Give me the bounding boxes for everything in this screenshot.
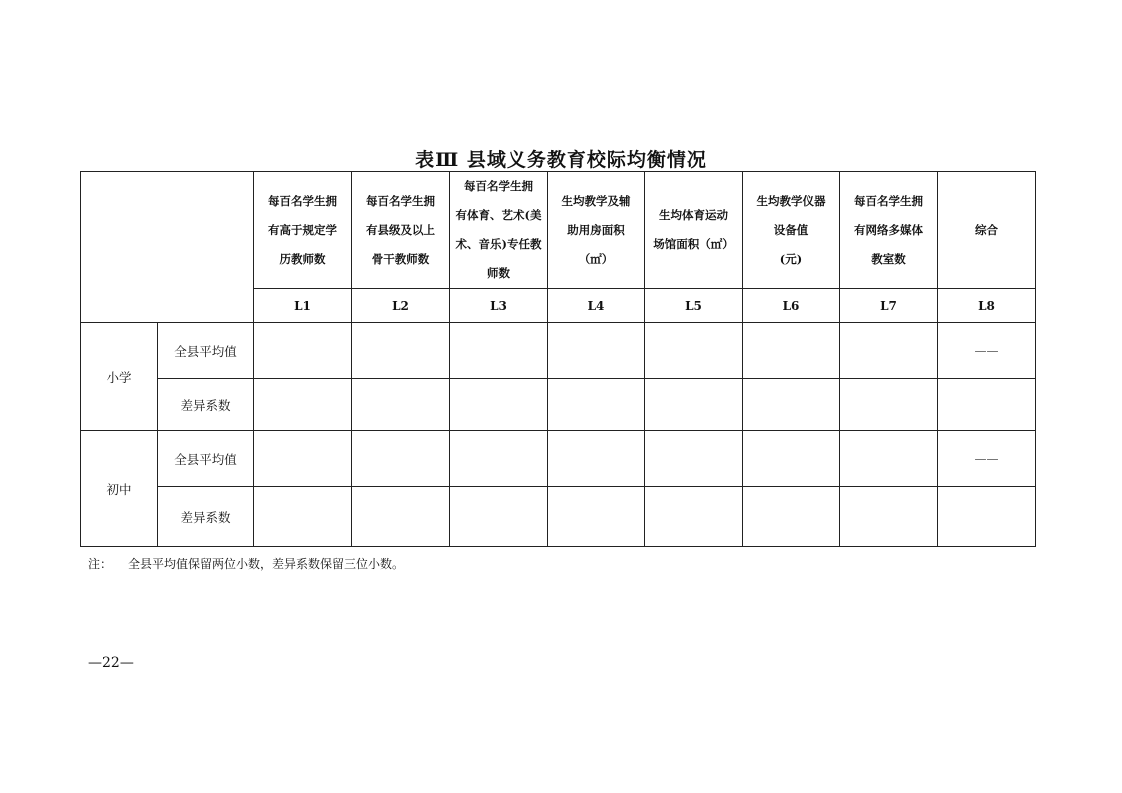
row-label: 差异系数 [158, 487, 254, 547]
header-l5: 生均体育运动 场馆面积（㎡） [645, 172, 743, 289]
composite-cell: —— [938, 431, 1036, 487]
data-cell [840, 323, 938, 379]
data-cell [743, 431, 840, 487]
header-l7: 每百名学生拥 有网络多媒体 教室数 [840, 172, 938, 289]
data-cell [645, 379, 743, 431]
code-l4: L4 [548, 289, 645, 323]
data-cell [840, 487, 938, 547]
data-cell [352, 379, 450, 431]
composite-cell [938, 379, 1036, 431]
table-row [81, 487, 1036, 547]
code-l1: L1 [254, 289, 352, 323]
data-cell [743, 323, 840, 379]
data-cell [450, 379, 548, 431]
data-cell [840, 379, 938, 431]
data-cell [254, 487, 352, 547]
composite-cell [938, 487, 1036, 547]
table-row [81, 379, 1036, 431]
data-cell [352, 431, 450, 487]
data-cell [645, 323, 743, 379]
data-cell [743, 379, 840, 431]
table-title: 表Ⅲ 县域义务教育校际均衡情况 [415, 149, 707, 171]
data-cell [352, 487, 450, 547]
group-label-primary: 小学 [81, 323, 158, 431]
header-l1: 每百名学生拥 有高于规定学 历教师数 [254, 172, 352, 289]
data-cell [254, 379, 352, 431]
code-l6: L6 [743, 289, 840, 323]
code-l8: L8 [938, 289, 1036, 323]
code-l5: L5 [645, 289, 743, 323]
data-cell [743, 487, 840, 547]
header-l4: 生均教学及辅 助用房面积 （㎡） [548, 172, 645, 289]
data-cell [254, 323, 352, 379]
row-label: 全县平均值 [158, 323, 254, 379]
note-prefix: 注： [88, 557, 113, 571]
table-row [81, 431, 1036, 487]
corner-cell [81, 172, 254, 323]
data-cell [352, 323, 450, 379]
composite-cell: —— [938, 323, 1036, 379]
table-row [81, 323, 1036, 379]
header-l2: 每百名学生拥 有县级及以上 骨干教师数 [352, 172, 450, 289]
data-cell [450, 323, 548, 379]
data-cell [548, 379, 645, 431]
data-cell [645, 431, 743, 487]
group-label-junior: 初中 [81, 431, 158, 547]
code-l2: L2 [352, 289, 450, 323]
header-l3: 每百名学生拥 有体育、艺术(美 术、音乐)专任教 师数 [450, 172, 548, 289]
table-note [88, 555, 404, 572]
data-cell [645, 487, 743, 547]
data-cell [450, 431, 548, 487]
code-l3: L3 [450, 289, 548, 323]
header-l8: 综合 [938, 172, 1036, 289]
row-label: 全县平均值 [158, 431, 254, 487]
header-l6: 生均教学仪器 设备值 (元) [743, 172, 840, 289]
code-l7: L7 [840, 289, 938, 323]
data-cell [548, 323, 645, 379]
balance-table [80, 171, 1036, 547]
row-label: 差异系数 [158, 379, 254, 431]
header-row [81, 172, 1036, 289]
note-text: 全县平均值保留两位小数，差异系数保留三位小数。 [128, 557, 405, 571]
data-cell [450, 487, 548, 547]
data-cell [548, 487, 645, 547]
data-cell [254, 431, 352, 487]
page-number: —22— [88, 655, 134, 671]
data-cell [840, 431, 938, 487]
data-cell [548, 431, 645, 487]
